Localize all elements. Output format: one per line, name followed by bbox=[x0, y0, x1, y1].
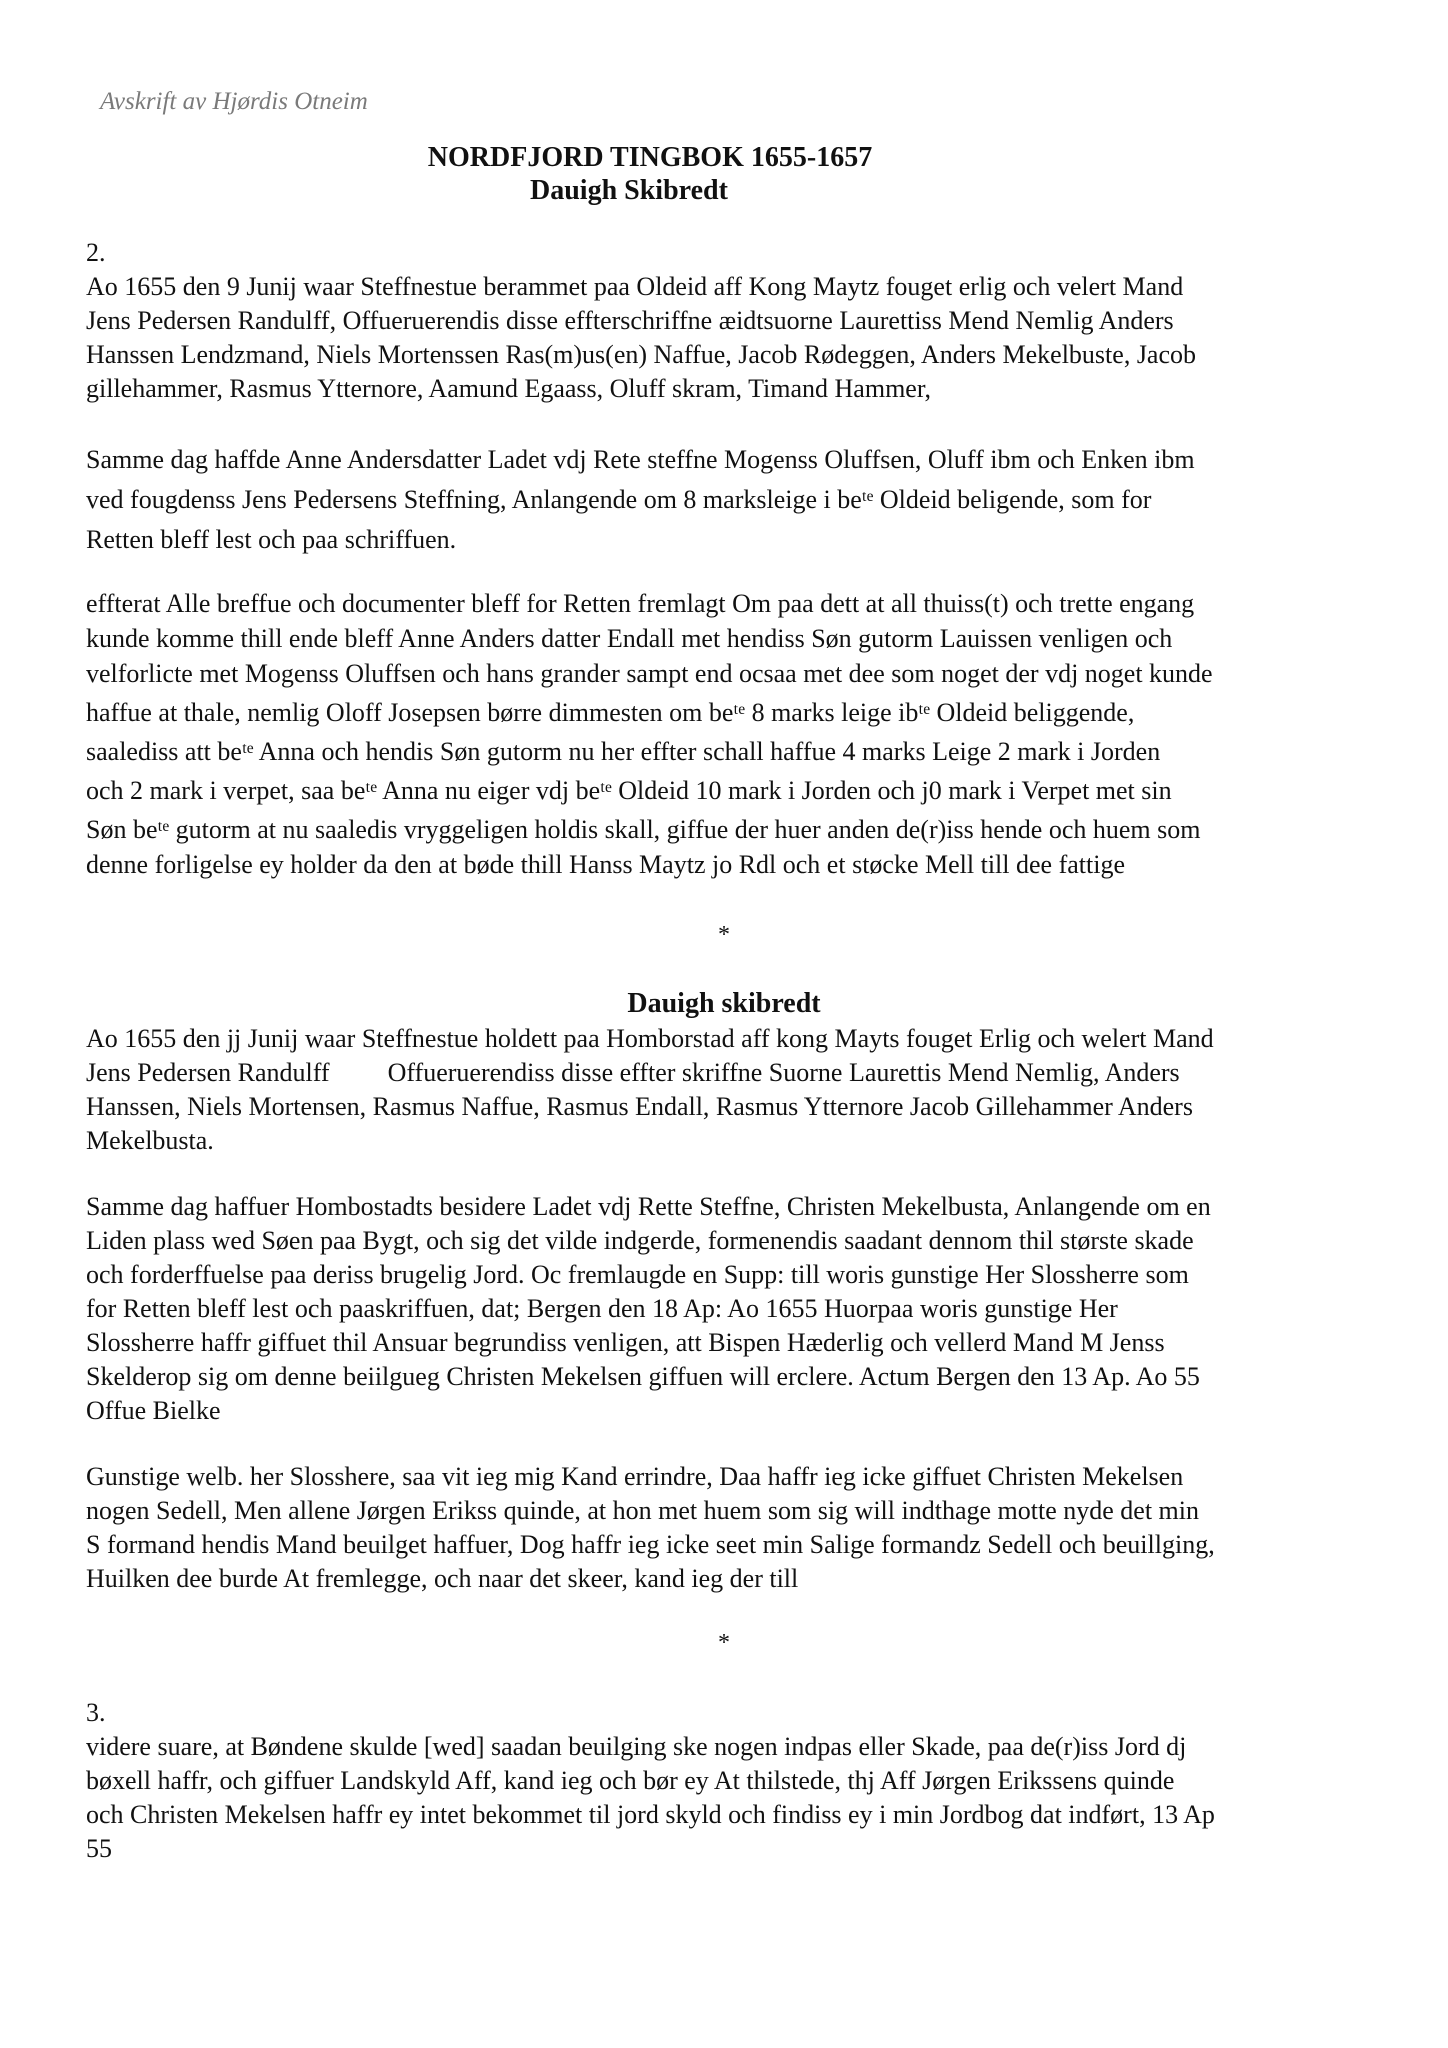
paragraph-2 bbox=[86, 440, 1376, 560]
text-line: S formand hendis Mand beuilget haffuer, Dog haffr ieg icke seet min Salige formandz Sedell och beuillging, bbox=[86, 1530, 1215, 1559]
text-line: och forderffuelse paa deriss brugelig Jord. Oc fremlaugde en Supp: till woris gunstige Her Slossherre som bbox=[86, 1260, 1189, 1289]
text-line: ved fougdenss Jens Pedersens Steffning, Anlangende om 8 marksleige i beᵗᵉ Oldeid beligende, som for bbox=[86, 485, 1152, 514]
page-number-2: 2. bbox=[86, 238, 106, 267]
text-line: Hanssen, Niels Mortensen, Rasmus Naffue, Rasmus Endall, Rasmus Ytternore Jacob Gillehammer Anders bbox=[86, 1092, 1193, 1121]
page-number-3: 3. bbox=[86, 1698, 106, 1727]
transcriber-note: Avskrift av Hjørdis Otneim bbox=[100, 88, 368, 115]
section-separator: * bbox=[718, 1630, 730, 1656]
text-line: for Retten bleff lest och paaskriffuen, dat; Bergen den 18 Ap: Ao 1655 Huorpaa woris gunstige Her bbox=[86, 1294, 1118, 1323]
text-line: bøxell haffr, och giffuer Landskyld Aff, kand ieg och bør ey At thilstede, thj Aff Jørgen Erikssens quinde bbox=[86, 1766, 1175, 1795]
text-line: Gunstige welb. her Slosshere, saa vit ieg mig Kand errindre, Daa haffr ieg icke giffuet Christen Mekelsen bbox=[86, 1462, 1184, 1491]
text-line: Ao 1655 den jj Junij waar Steffnestue holdett paa Homborstad aff kong Mayts fouget Erlig och welert Mand bbox=[86, 1024, 1214, 1053]
text-line: Skelderop sig om denne beiilgueg Christen Mekelsen giffuen will erclere. Actum Bergen den 13 Ap. Ao 55 bbox=[86, 1362, 1200, 1391]
text-line: Retten bleff lest och paa schriffuen. bbox=[86, 525, 457, 554]
text-line: haffue at thale, nemlig Oloff Josepsen børre dimmesten om beᵗᵉ 8 marks leige ibᵗᵉ Oldeid beliggende, bbox=[86, 698, 1135, 727]
text-line: Søn beᵗᵉ gutorm at nu saaledis vryggeligen holdis skall, giffue der huer anden de(r)iss hende och huem som bbox=[86, 815, 1201, 844]
paragraph-4 bbox=[86, 1022, 1376, 1158]
text-line: och 2 mark i verpet, saa beᵗᵉ Anna nu eiger vdj beᵗᵉ Oldeid 10 mark i Jorden och j0 mark i Verpet met sin bbox=[86, 776, 1172, 805]
section-heading: Dauigh skibredt bbox=[627, 988, 821, 1019]
text-line: gillehammer, Rasmus Ytternore, Aamund Egaass, Oluff skram, Timand Hammer, bbox=[86, 374, 931, 403]
paragraph-1 bbox=[86, 270, 1376, 406]
paragraph-5 bbox=[86, 1190, 1376, 1428]
paragraph-6 bbox=[86, 1460, 1376, 1596]
text-line: Liden plass wed Søen paa Bygt, och sig det vilde indgerde, formenendis saadant dennom thil største skade bbox=[86, 1226, 1194, 1255]
text-line: Slossherre haffr giffuet thil Ansuar begrundiss venligen, att Bispen Hæderlig och vellerd Mand M Jenss bbox=[86, 1328, 1165, 1357]
text-line: denne forligelse ey holder da den at bøde thill Hanss Maytz jo Rdl och et støcke Mell till dee fattige bbox=[86, 850, 1125, 879]
text-line: Huilken dee burde At fremlegge, och naar det skeer, kand ieg der till bbox=[86, 1564, 799, 1593]
text-line: velforlicte met Mogenss Oluffsen och hans grander sampt end ocsaa met dee som noget der vdj noget kunde bbox=[86, 659, 1213, 688]
text-line: Samme dag haffde Anne Andersdatter Ladet vdj Rete steffne Mogenss Oluffsen, Oluff ibm och Enken ibm bbox=[86, 445, 1195, 474]
paragraph-3 bbox=[86, 586, 1376, 882]
document-title: NORDFJORD TINGBOK 1655-1657 bbox=[427, 142, 873, 173]
document-subtitle: Dauigh Skibredt bbox=[530, 175, 728, 206]
text-line: Ao 1655 den 9 Junij waar Steffnestue berammet paa Oldeid aff Kong Maytz fouget erlig och velert Mand bbox=[86, 272, 1184, 301]
text-line: Offue Bielke bbox=[86, 1396, 221, 1425]
text-line: Hanssen Lendzmand, Niels Mortenssen Ras(m)us(en) Naffue, Jacob Rødeggen, Anders Mekelbuste, Jacob bbox=[86, 340, 1197, 369]
text-line: och Christen Mekelsen haffr ey intet bekommet til jord skyld och findiss ey i min Jordbog dat indført, 13 Ap bbox=[86, 1800, 1215, 1829]
section-separator: * bbox=[718, 922, 730, 948]
text-line: Mekelbusta. bbox=[86, 1126, 214, 1155]
text-line: saalediss att beᵗᵉ Anna och hendis Søn gutorm nu her effter schall haffue 4 marks Leige 2 mark i Jorden bbox=[86, 737, 1161, 766]
text-line: Samme dag haffuer Hombostadts besidere Ladet vdj Rette Steffne, Christen Mekelbusta, Anlangende om en bbox=[86, 1192, 1211, 1221]
text-line: effterat Alle breffue och documenter bleff for Retten fremlagt Om paa dett at all thuiss(t) och trette engang bbox=[86, 589, 1195, 618]
paragraph-7 bbox=[86, 1730, 1376, 1866]
text-line: videre suare, at Bøndene skulde [wed] saadan beuilging ske nogen indpas eller Skade, paa de(r)iss Jord dj bbox=[86, 1732, 1187, 1761]
text-line: Jens Pedersen Randulff Offueruerendiss disse effter skriffne Suorne Laurettis Mend Nemlig, Anders bbox=[86, 1058, 1180, 1087]
text-line: nogen Sedell, Men allene Jørgen Erikss quinde, at hon met huem som sig will indthage motte nyde det min bbox=[86, 1496, 1199, 1525]
text-line: kunde komme thill ende bleff Anne Anders datter Endall met hendiss Søn gutorm Lauissen venligen och bbox=[86, 624, 1173, 653]
text-line: Jens Pedersen Randulff, Offueruerendis disse effterschriffne æidtsuorne Laurettiss Mend Nemlig Anders bbox=[86, 306, 1174, 335]
text-line: 55 bbox=[86, 1834, 112, 1863]
